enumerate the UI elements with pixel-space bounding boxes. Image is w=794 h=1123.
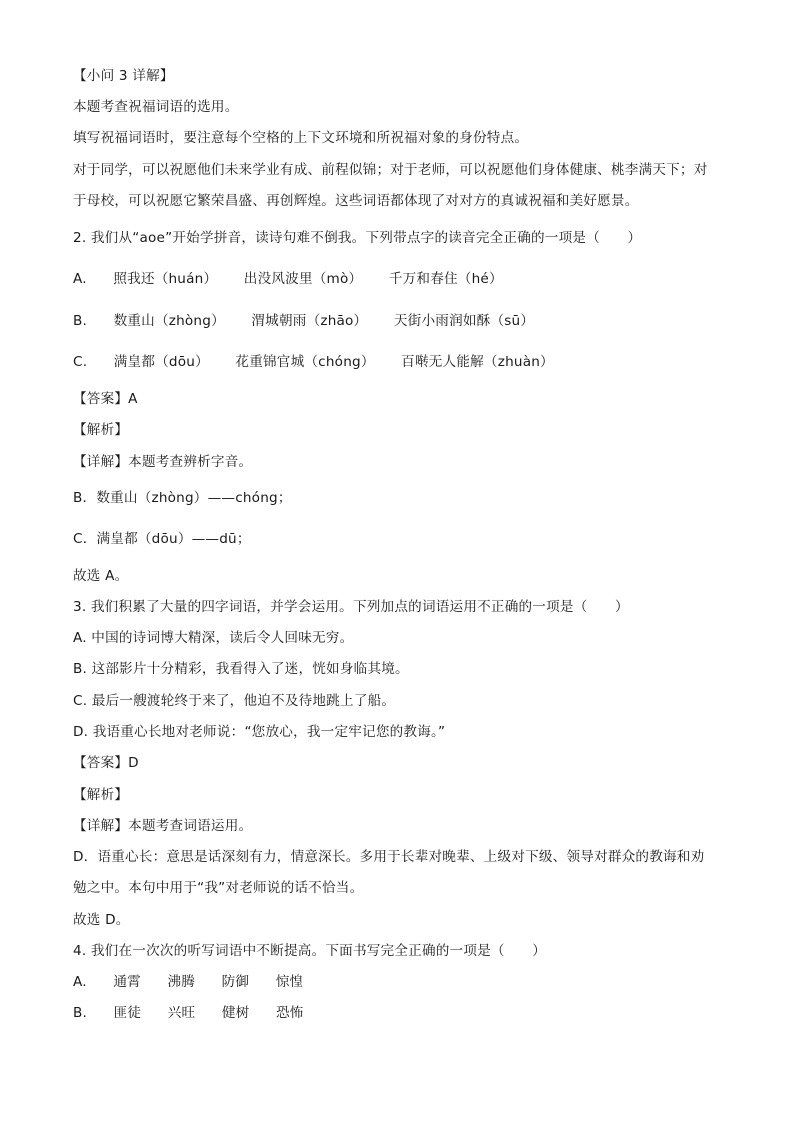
option-letter: A. bbox=[73, 974, 87, 990]
paragraph-line: 本题考查祝福词语的选用。 bbox=[73, 99, 239, 115]
option-item: 匪徒 bbox=[113, 1005, 142, 1021]
q2-option-c bbox=[73, 353, 754, 371]
option-letter: B. bbox=[73, 1005, 88, 1021]
option-item: 健树 bbox=[221, 1005, 250, 1021]
option-item: 渭城朝雨（zhāo） bbox=[251, 313, 368, 329]
option-item: 恐怖 bbox=[275, 1005, 304, 1021]
q3-option-a: A. 中国的诗词博大精深，读后令人回味无穷。 bbox=[73, 630, 354, 646]
option-item: 兴旺 bbox=[167, 1005, 196, 1021]
option-item: 沸腾 bbox=[167, 974, 196, 990]
question-4-stem: 4. 我们在一次次的听写词语中不断提高。下面书写完全正确的一项是（ ） bbox=[73, 943, 547, 959]
option-item: 照我还（huán） bbox=[113, 271, 218, 287]
option-letter: C. bbox=[73, 354, 88, 370]
analysis-label: 【解析】 bbox=[73, 422, 129, 438]
option-item: 惊惶 bbox=[275, 974, 304, 990]
option-item: 千万和春住（hé） bbox=[388, 271, 503, 287]
q2-option-a bbox=[73, 270, 754, 288]
paragraph-line: 填写祝福词语时，要注意每个空格的上下文环境和所祝福对象的身份特点。 bbox=[73, 130, 529, 146]
option-item: 防御 bbox=[221, 974, 250, 990]
note-line: D．语重心长：意思是话深刻有力，情意深长。多用于长辈对晚辈、上级对下级、领导对群众的教诲和劝 bbox=[73, 849, 705, 865]
option-item: 天街小雨润如酥（sū） bbox=[393, 313, 535, 329]
q3-option-c: C. 最后一艘渡轮终于来了，他迫不及待地跳上了船。 bbox=[73, 693, 396, 709]
q4-option-a bbox=[73, 973, 754, 991]
option-item: 通霄 bbox=[113, 974, 141, 990]
q2-option-b bbox=[73, 312, 754, 330]
conclusion-line: 故选 A。 bbox=[73, 568, 129, 584]
option-item: 出没风波里（mò） bbox=[243, 271, 363, 287]
question-2-stem: 2. 我们从“aoe”开始学拼音，读诗句难不倒我。下列带点字的读音完全正确的一项是（ ） bbox=[73, 230, 642, 246]
detail-line: 【详解】本题考查辨析字音。 bbox=[73, 454, 253, 470]
option-item: 满皇都（dōu） bbox=[113, 354, 209, 370]
q4-option-b bbox=[73, 1004, 754, 1022]
paragraph-line: 于母校，可以祝愿它繁荣昌盛、再创辉煌。这些词语都体现了对对方的真诚祝福和美好愿景。 bbox=[73, 193, 639, 209]
detail-line: 【详解】本题考查词语运用。 bbox=[73, 818, 253, 834]
option-letter: B. bbox=[73, 313, 88, 329]
option-item: 百啭无人能解（zhuàn） bbox=[401, 354, 554, 370]
option-letter: A. bbox=[73, 271, 87, 287]
analysis-label: 【解析】 bbox=[73, 787, 129, 803]
q3-option-d: D. 我语重心长地对老师说：“您放心，我一定牢记您的教诲。” bbox=[73, 724, 446, 740]
note-line: C．满皇都（dōu）——dū； bbox=[73, 531, 251, 547]
answer-label: 【答案】D bbox=[73, 755, 139, 771]
conclusion-line: 故选 D。 bbox=[73, 912, 130, 928]
sub-question-header: 【小问 3 详解】 bbox=[73, 68, 174, 84]
answer-label: 【答案】A bbox=[73, 391, 138, 407]
paragraph-line: 对于同学，可以祝愿他们未来学业有成、前程似锦；对于老师，可以祝愿他们身体健康、桃李满天下；对 bbox=[73, 162, 708, 178]
note-line: 勉之中。本句中用于“我”对老师说的话不恰当。 bbox=[73, 880, 364, 896]
option-item: 花重锦官城（chóng） bbox=[235, 354, 375, 370]
option-item: 数重山（zhòng） bbox=[113, 313, 225, 329]
note-line: B．数重山（zhòng）——chóng； bbox=[73, 490, 292, 506]
q3-option-b: B. 这部影片十分精彩，我看得入了迷，恍如身临其境。 bbox=[73, 661, 409, 677]
question-3-stem: 3. 我们积累了大量的四字词语，并学会运用。下列加点的词语运用不正确的一项是（ ） bbox=[73, 599, 629, 615]
